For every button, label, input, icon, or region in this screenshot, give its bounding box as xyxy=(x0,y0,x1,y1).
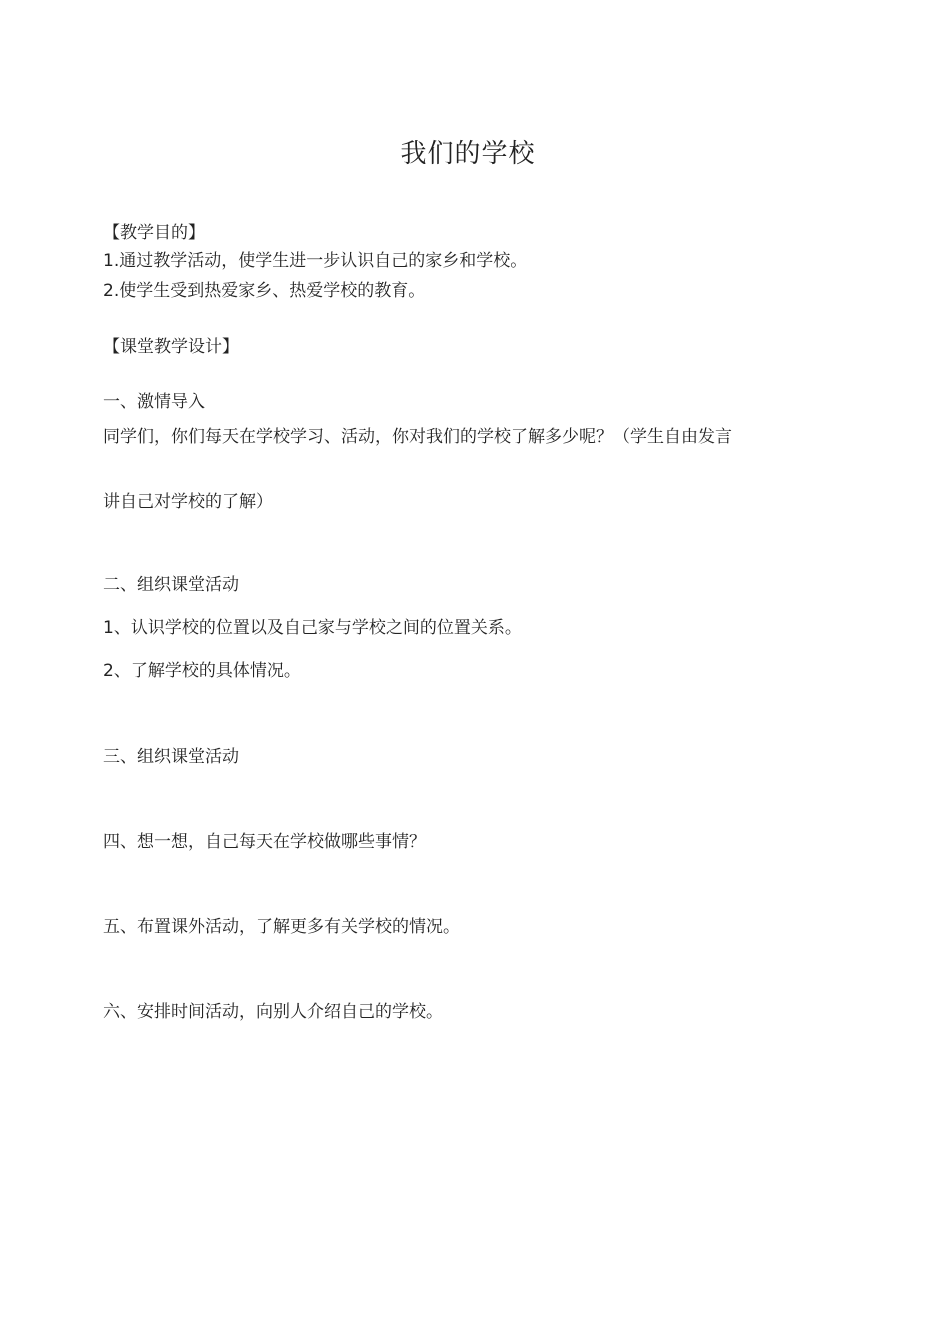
section-1-heading: 一、激情导入 xyxy=(103,392,205,412)
section-2-heading: 二、组织课堂活动 xyxy=(103,575,239,595)
section-3-heading: 三、组织课堂活动 xyxy=(103,747,239,767)
document-title: 我们的学校 xyxy=(400,139,536,169)
section-1-paragraph-line-1: 同学们，你们每天在学校学习、活动，你对我们的学校了解多少呢？（学生自由发言 xyxy=(103,427,732,447)
section-6-heading: 六、安排时间活动，向别人介绍自己的学校。 xyxy=(103,1002,443,1022)
section-5-heading: 五、布置课外活动，了解更多有关学校的情况。 xyxy=(103,917,460,937)
objective-item-1: 1.通过教学活动，使学生进一步认识自己的家乡和学校。 xyxy=(103,251,528,271)
section-4-heading: 四、想一想，自己每天在学校做哪些事情？ xyxy=(103,832,426,852)
design-heading: 【课堂教学设计】 xyxy=(103,337,239,357)
objectives-heading: 【教学目的】 xyxy=(103,223,205,243)
objective-item-2: 2.使学生受到热爱家乡、热爱学校的教育。 xyxy=(103,281,426,301)
section-2-item-1: 1、认识学校的位置以及自己家与学校之间的位置关系。 xyxy=(103,618,522,638)
section-1-paragraph-line-2: 讲自己对学校的了解） xyxy=(103,492,273,512)
section-2-item-2: 2、了解学校的具体情况。 xyxy=(103,661,301,681)
